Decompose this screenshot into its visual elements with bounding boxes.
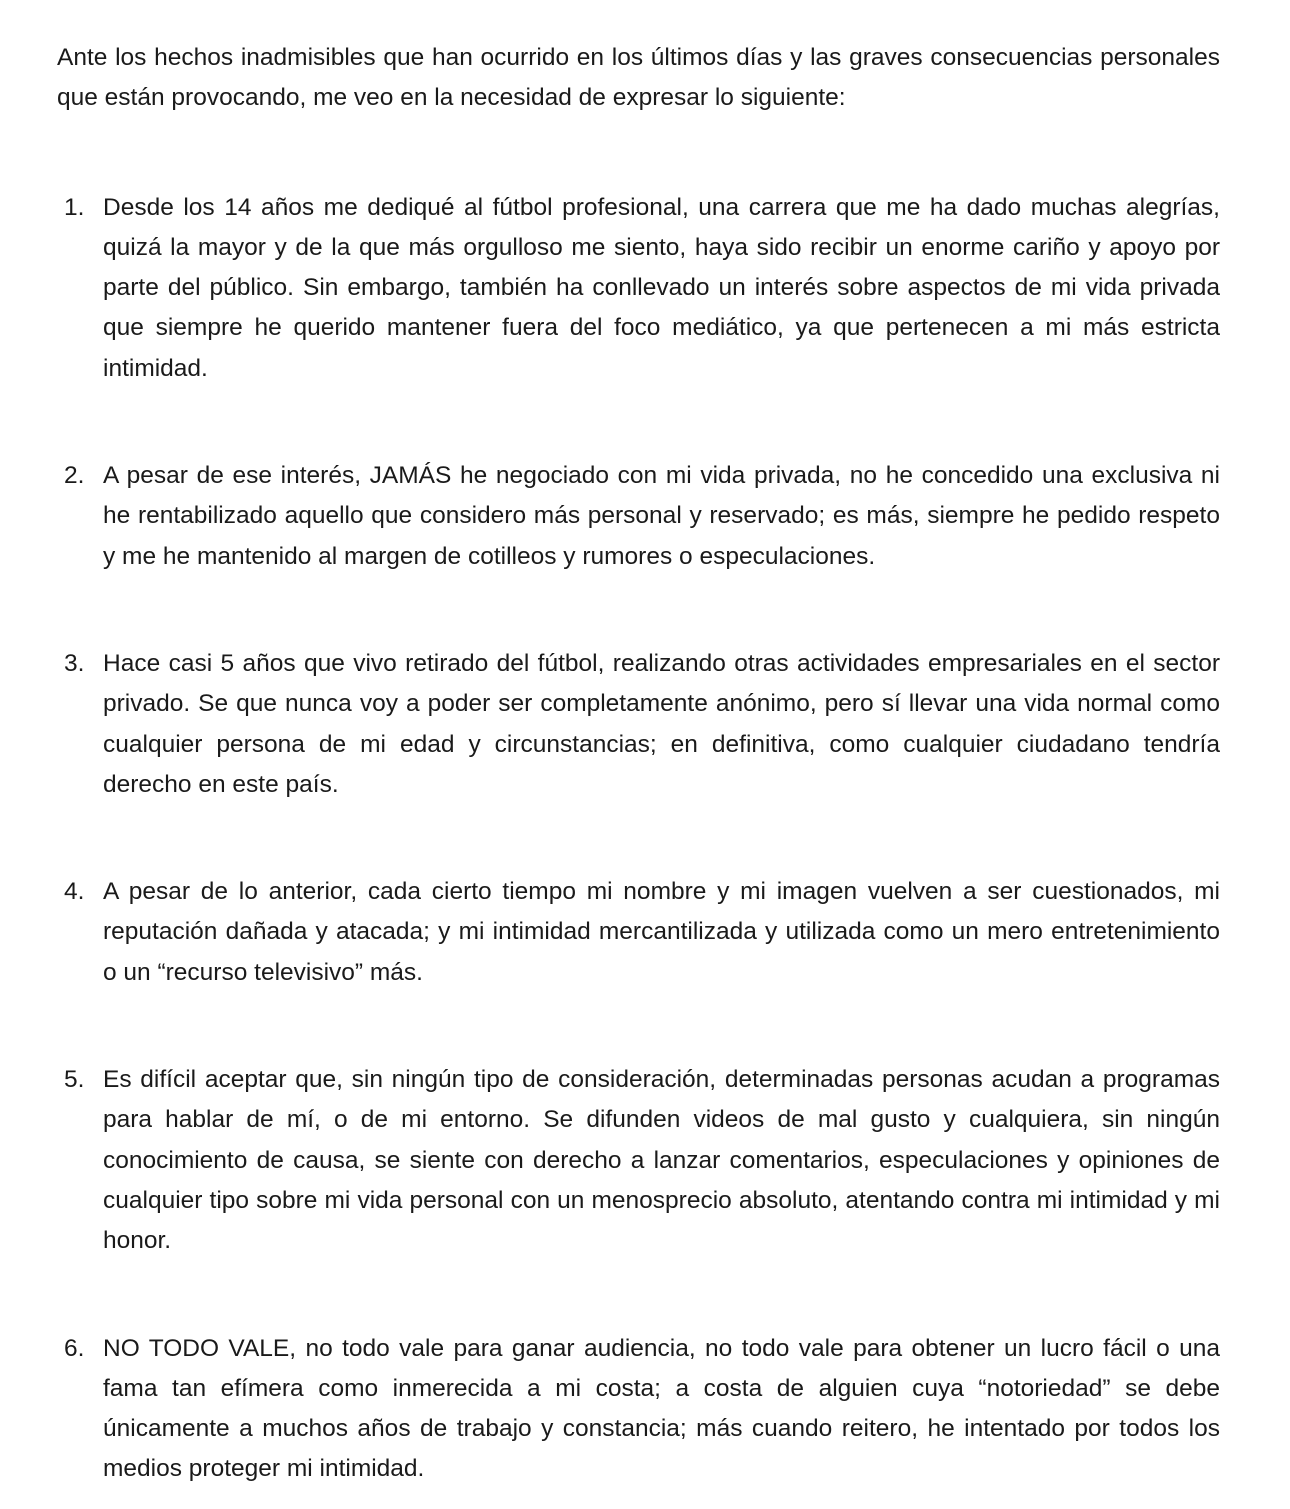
list-item-text: Es difícil aceptar que, sin ningún tipo de consideración, determinadas personas acudan a programas para hablar de mí, o de mi entorno. Se difunden videos de mal gusto y cualquiera, sin ningún conocimiento de causa, se siente con derecho a lanzar comentarios, especulaciones y opiniones de cualquier tipo sobre mi vida personal con un menosprecio absoluto, atentando contra mi intimidad y mi honor. <box>103 1066 1220 1255</box>
list-item-number: 5. <box>64 1066 85 1094</box>
list-item-text: NO TODO VALE, no todo vale para ganar audiencia, no todo vale para obtener un lucro fácil o una fama tan efímera como inmerecida a mi costa; a costa de alguien cuya “notoriedad” se debe únicamente a muchos años de trabajo y constancia; más cuando reitero, he intentado por todos los medios proteger mi intimidad. <box>103 1334 1220 1483</box>
list-item <box>57 1329 1220 1490</box>
list-item-text: A pesar de lo anterior, cada cierto tiempo mi nombre y mi imagen vuelven a ser cuestionados, mi reputación dañada y atacada; y mi intimidad mercantilizada y utilizada como un mero entretenimiento o un “recurso televisivo” más. <box>103 878 1220 986</box>
list-item <box>57 644 1220 805</box>
list-item-text: Desde los 14 años me dediqué al fútbol profesional, una carrera que me ha dado muchas alegrías, quizá la mayor y de la que más orgulloso me siento, haya sido recibir un enorme cariño y apoyo por parte del público. Sin embargo, también ha conllevado un interés sobre aspectos de mi vida privada que siempre he querido mantener fuera del foco mediático, ya que pertenecen a mi más estricta intimidad. <box>103 193 1220 382</box>
intro-paragraph: Ante los hechos inadmisibles que han ocurrido en los últimos días y las graves consecuencias personales que están provocando, me veo en la necesidad de expresar lo siguiente: <box>57 44 1220 112</box>
statement-list <box>57 188 1220 1490</box>
list-item-number: 4. <box>64 878 85 906</box>
list-item <box>57 456 1220 577</box>
list-item <box>57 188 1220 389</box>
list-item-text: A pesar de ese interés, JAMÁS he negociado con mi vida privada, no he concedido una exclusiva ni he rentabilizado aquello que considero más personal y reservado; es más, siempre he pedido respeto y me he mantenido al margen de cotilleos y rumores o especulaciones. <box>103 462 1220 570</box>
list-item <box>57 872 1220 993</box>
list-item-number: 6. <box>64 1334 85 1362</box>
list-item-number: 1. <box>64 193 85 221</box>
list-item-text: Hace casi 5 años que vivo retirado del fútbol, realizando otras actividades empresariales en el sector privado. Se que nunca voy a poder ser completamente anónimo, pero sí llevar una vida normal como cualquier persona de mi edad y circunstancias; en definitiva, como cualquier ciudadano tendría derecho en este país. <box>103 649 1220 798</box>
list-item-number: 2. <box>64 462 85 490</box>
list-item-number: 3. <box>64 649 85 677</box>
list-item <box>57 1060 1220 1261</box>
